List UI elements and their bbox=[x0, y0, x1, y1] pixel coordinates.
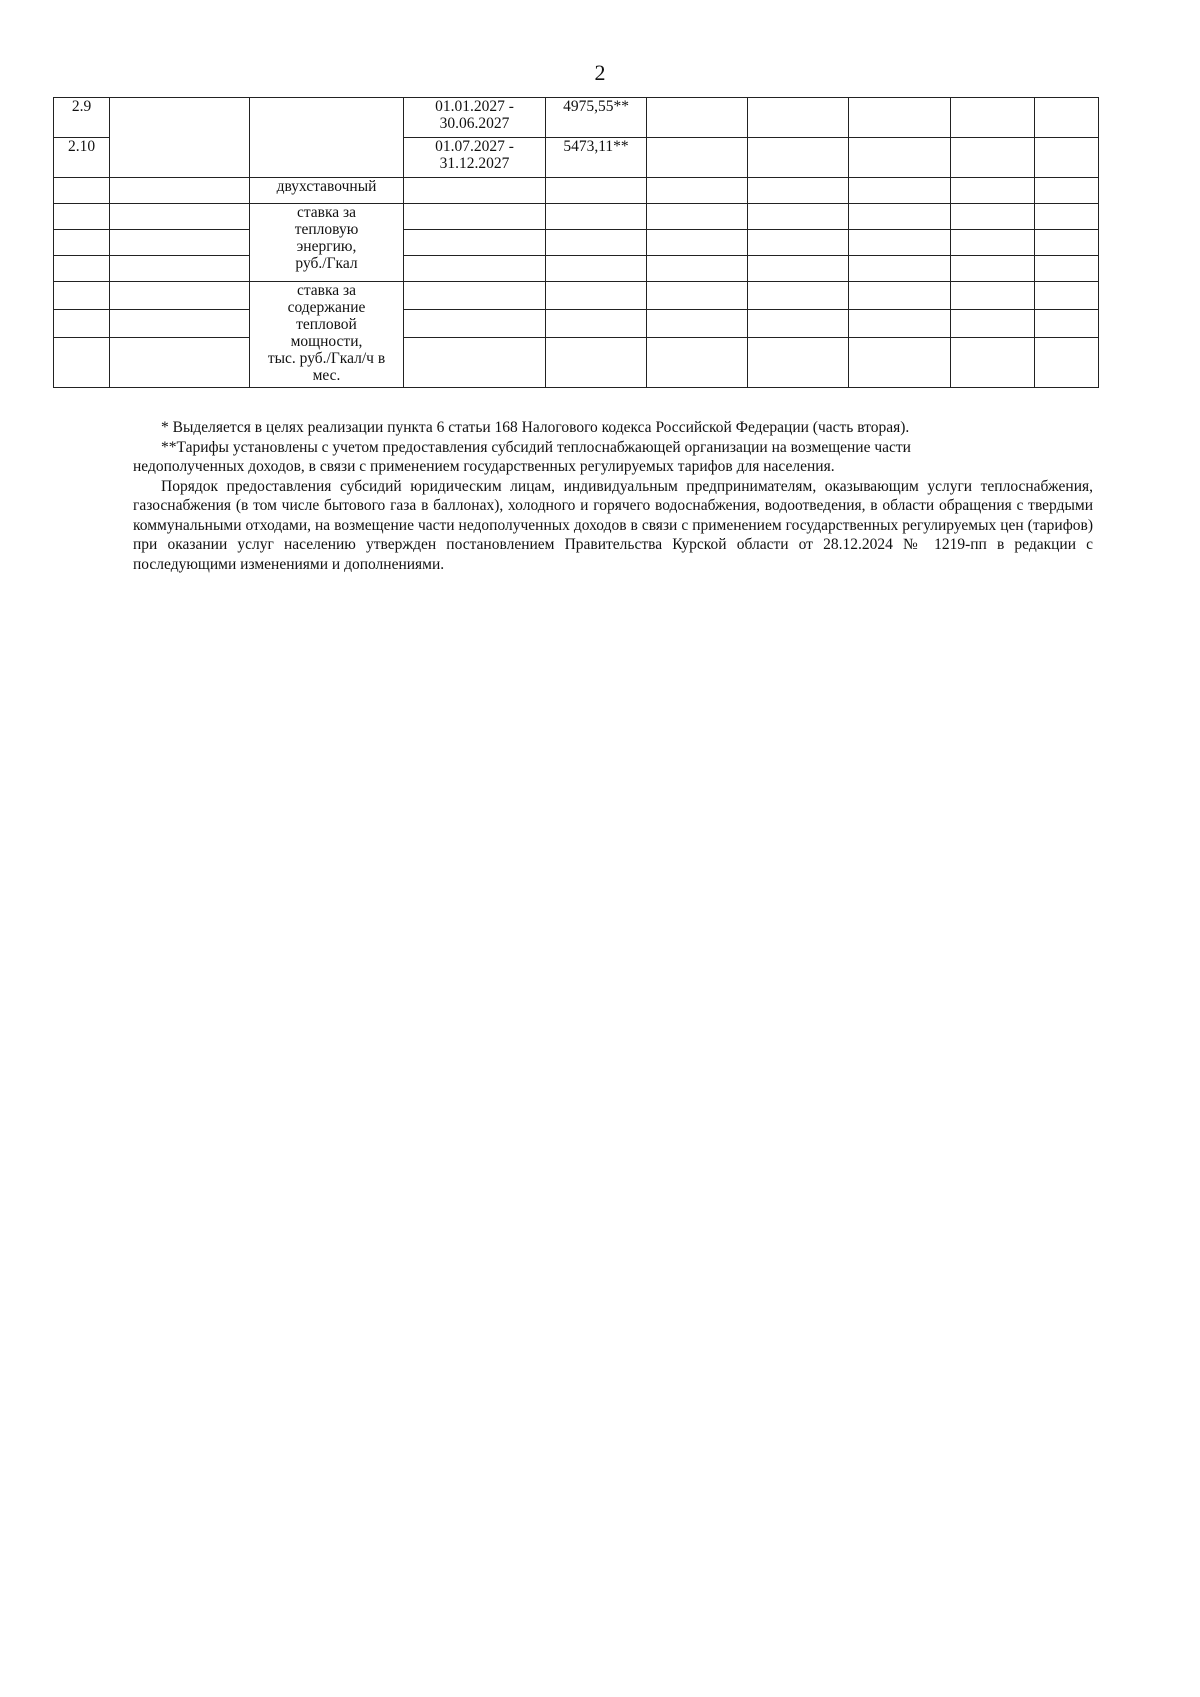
table-cell bbox=[1035, 204, 1099, 230]
table-cell bbox=[1035, 310, 1099, 338]
table-row bbox=[54, 98, 1099, 138]
table-cell bbox=[849, 204, 951, 230]
table-cell bbox=[951, 310, 1035, 338]
table-cell bbox=[1035, 178, 1099, 204]
table-cell bbox=[546, 178, 647, 204]
table-cell bbox=[110, 310, 250, 338]
table-cell bbox=[1035, 282, 1099, 310]
table-cell bbox=[951, 338, 1035, 388]
label-line: тепловой bbox=[296, 316, 357, 333]
table-cell bbox=[404, 256, 546, 282]
footnotes bbox=[133, 418, 1093, 574]
table-cell bbox=[404, 230, 546, 256]
label-line: мес. bbox=[312, 367, 341, 384]
table-cell bbox=[1035, 230, 1099, 256]
table-cell bbox=[1035, 98, 1099, 138]
table-row bbox=[54, 310, 1099, 338]
footnote-subsidy-line1: **Тарифы установлены с учетом предоставления субсидий теплоснабжающей организации на возмещение части bbox=[161, 438, 911, 456]
label-line: тепловую bbox=[294, 221, 359, 238]
table-cell bbox=[951, 98, 1035, 138]
table-cell bbox=[54, 230, 110, 256]
table-cell bbox=[647, 310, 748, 338]
table-cell bbox=[647, 282, 748, 310]
table-cell bbox=[54, 256, 110, 282]
table-cell bbox=[546, 338, 647, 388]
table-cell bbox=[849, 282, 951, 310]
table-cell bbox=[849, 178, 951, 204]
table-cell bbox=[748, 338, 849, 388]
table-cell bbox=[647, 98, 748, 138]
table-cell bbox=[748, 230, 849, 256]
table-cell bbox=[647, 204, 748, 230]
table-cell bbox=[849, 138, 951, 178]
table-row bbox=[54, 338, 1099, 388]
table-cell bbox=[748, 98, 849, 138]
table-cell bbox=[647, 178, 748, 204]
table-cell bbox=[110, 256, 250, 282]
label-line: ставка за bbox=[296, 282, 357, 299]
footnote-subsidy-line2: недополученных доходов, в связи с применением государственных регулируемых тарифов для населения. bbox=[133, 458, 835, 475]
table-cell bbox=[54, 338, 110, 388]
table-cell bbox=[110, 178, 250, 204]
table-cell bbox=[748, 282, 849, 310]
tariff-value: 5473,11** bbox=[546, 138, 647, 178]
table-cell bbox=[1035, 256, 1099, 282]
table-row bbox=[54, 282, 1099, 310]
table-cell bbox=[404, 204, 546, 230]
period-end: 31.12.2027 bbox=[439, 155, 510, 172]
footnote-vat: * Выделяется в целях реализации пункта 6 статьи 168 Налогового кодекса Российской Федерации (часть вторая). bbox=[161, 419, 910, 436]
table-row bbox=[54, 204, 1099, 230]
table-cell bbox=[110, 338, 250, 388]
table-cell bbox=[1035, 338, 1099, 388]
table-cell bbox=[546, 204, 647, 230]
subsidy-procedure-paragraph: Порядок предоставления субсидий юридическим лицам, индивидуальным предпринимателям, оказывающим услуги теплоснабжения, газоснабжения (в том числе бытового газа в баллонах), холодного и горячего водоснабжения, водоотведения, в области обращения с твердыми коммунальными отходами, на возмещение части недополученных доходов в связи с применением государственных регулируемых цен (тарифов) при оказании услуг населению утвержден постановлением Правительства Курской области от 28.12.2024 № 1219-пп в редакции с последующими изменениями и дополнениями. bbox=[133, 477, 1093, 573]
table-cell bbox=[849, 98, 951, 138]
table-cell bbox=[1035, 138, 1099, 178]
table-cell bbox=[647, 230, 748, 256]
table-cell bbox=[546, 282, 647, 310]
row-number: 2.10 bbox=[54, 138, 110, 178]
period-start: 01.01.2027 - bbox=[435, 98, 514, 115]
table-row bbox=[54, 178, 1099, 204]
period-cell bbox=[404, 138, 546, 178]
table-cell bbox=[647, 338, 748, 388]
table-cell bbox=[849, 310, 951, 338]
label-line: руб./Гкал bbox=[295, 255, 358, 272]
tariff-value: 4975,55** bbox=[546, 98, 647, 138]
table-cell bbox=[849, 230, 951, 256]
tariff-table bbox=[53, 97, 1099, 388]
table-cell bbox=[748, 256, 849, 282]
label-line: содержание bbox=[287, 299, 366, 316]
period-end: 30.06.2027 bbox=[439, 115, 510, 132]
table-cell bbox=[748, 178, 849, 204]
table-cell bbox=[404, 338, 546, 388]
table-cell bbox=[250, 98, 404, 178]
row-number: 2.9 bbox=[54, 98, 110, 138]
label-line: мощности, bbox=[290, 333, 363, 350]
table-cell bbox=[110, 230, 250, 256]
label-line: энергию, bbox=[296, 238, 357, 255]
table-cell bbox=[54, 310, 110, 338]
table-cell bbox=[54, 204, 110, 230]
table-cell bbox=[748, 138, 849, 178]
table-cell bbox=[748, 310, 849, 338]
table-cell bbox=[951, 178, 1035, 204]
table-cell bbox=[748, 204, 849, 230]
table-cell bbox=[54, 282, 110, 310]
table-cell bbox=[647, 138, 748, 178]
table-cell bbox=[110, 282, 250, 310]
table-cell bbox=[546, 256, 647, 282]
table-row bbox=[54, 256, 1099, 282]
period-cell bbox=[404, 98, 546, 138]
table-cell bbox=[951, 230, 1035, 256]
table-cell bbox=[849, 256, 951, 282]
table-cell bbox=[647, 256, 748, 282]
table-cell bbox=[110, 98, 250, 178]
table-cell bbox=[546, 230, 647, 256]
page-number: 2 bbox=[594, 60, 606, 85]
table-cell bbox=[404, 178, 546, 204]
table-cell bbox=[951, 282, 1035, 310]
label-line: ставка за bbox=[296, 204, 357, 221]
energy-rate-label bbox=[250, 204, 404, 282]
table-row bbox=[54, 230, 1099, 256]
table-cell bbox=[849, 338, 951, 388]
table-cell bbox=[54, 178, 110, 204]
table-cell bbox=[951, 138, 1035, 178]
label-line: тыс. руб./Гкал/ч в bbox=[267, 350, 386, 367]
table-cell bbox=[404, 310, 546, 338]
period-start: 01.07.2027 - bbox=[435, 138, 514, 155]
table-cell bbox=[951, 256, 1035, 282]
table-cell bbox=[951, 204, 1035, 230]
capacity-rate-label bbox=[250, 282, 404, 388]
two-part-label: двухставочный bbox=[250, 178, 404, 204]
table-cell bbox=[110, 204, 250, 230]
table-cell bbox=[404, 282, 546, 310]
table-cell bbox=[546, 310, 647, 338]
